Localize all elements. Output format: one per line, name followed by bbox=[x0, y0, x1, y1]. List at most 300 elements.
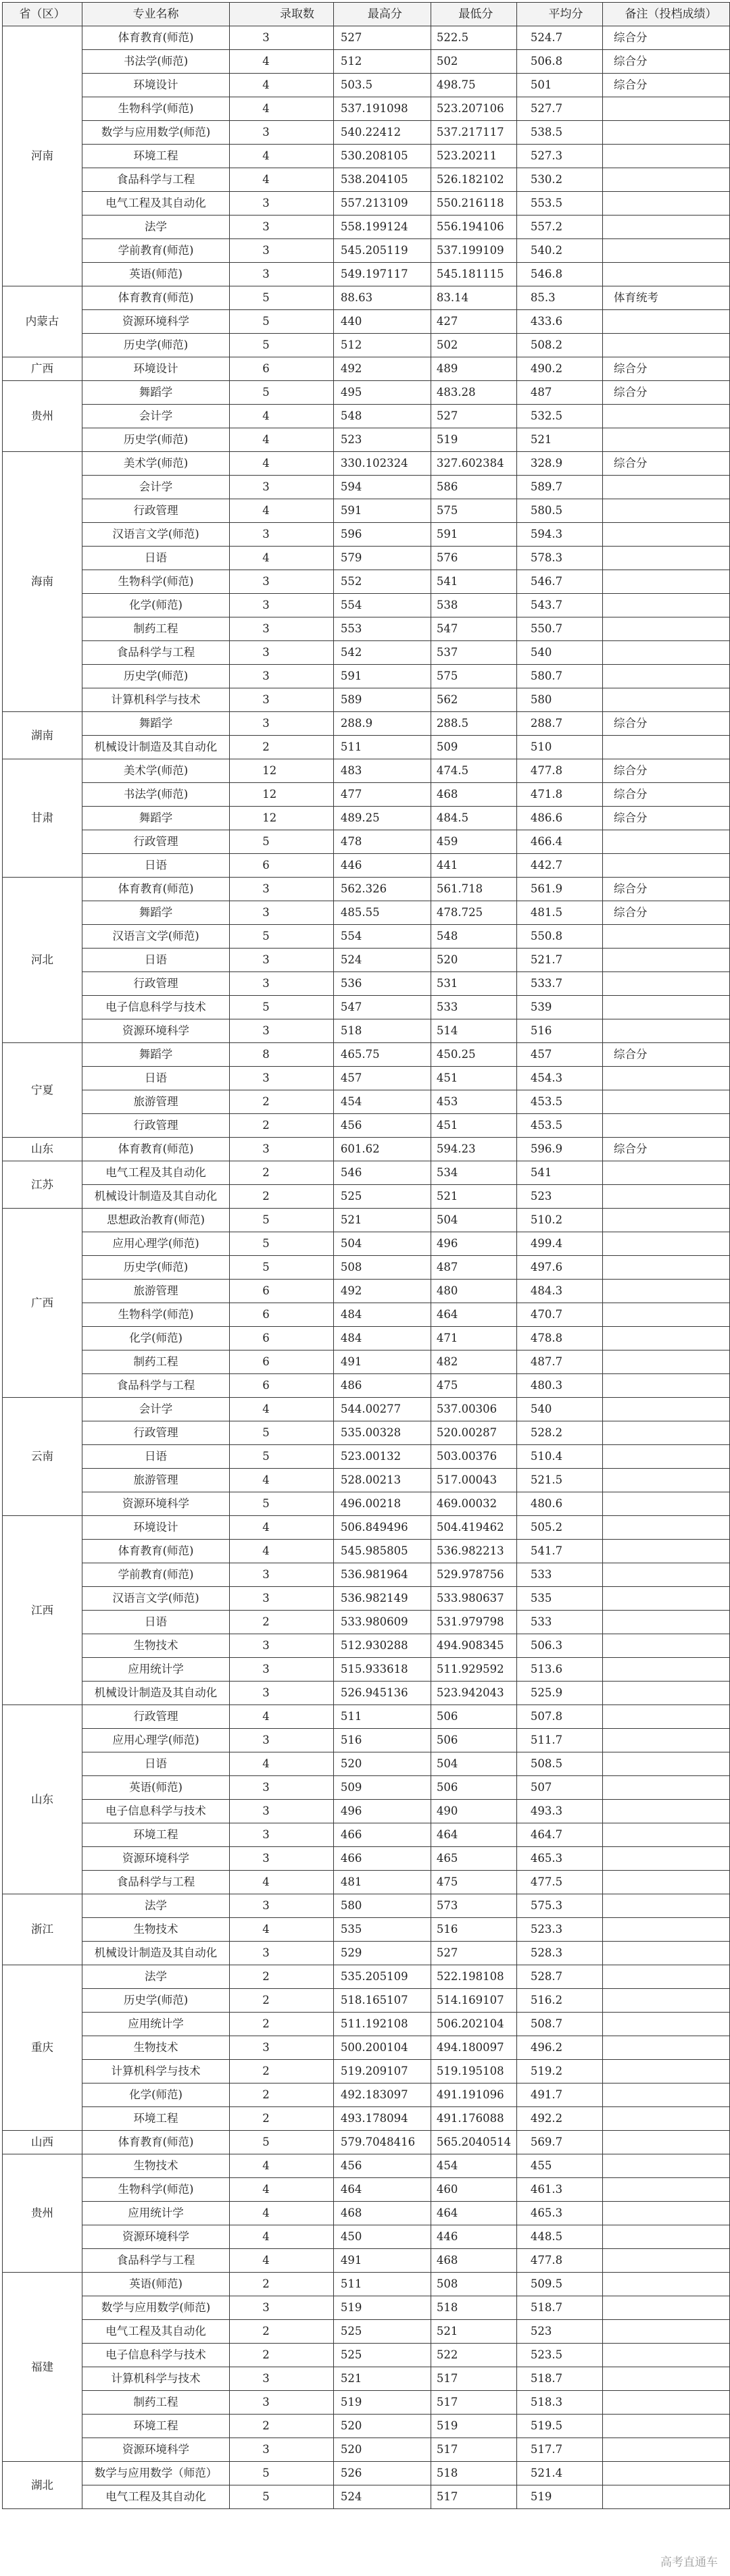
table-row bbox=[3, 2178, 730, 2202]
admitted-count-cell: 3 bbox=[230, 121, 334, 145]
note-cell bbox=[603, 1729, 730, 1752]
avg-score-cell: 540 bbox=[516, 1398, 602, 1421]
avg-score-cell: 516 bbox=[516, 1019, 602, 1043]
avg-score-cell: 457 bbox=[516, 1043, 602, 1067]
max-score-cell: 484 bbox=[333, 1303, 431, 1327]
table-row bbox=[3, 1232, 730, 1256]
max-score-cell: 544.00277 bbox=[333, 1398, 431, 1421]
admitted-count-cell: 5 bbox=[230, 1232, 334, 1256]
admitted-count-cell: 3 bbox=[230, 901, 334, 925]
min-score-cell: 506 bbox=[431, 1705, 516, 1729]
admitted-count-cell: 2 bbox=[230, 736, 334, 759]
max-score-cell: 489.25 bbox=[333, 807, 431, 830]
max-score-cell: 496.00218 bbox=[333, 1492, 431, 1516]
admitted-count-cell: 3 bbox=[230, 2296, 334, 2320]
major-name-cell: 舞蹈学 bbox=[82, 712, 229, 736]
max-score-cell: 288.9 bbox=[333, 712, 431, 736]
max-score-cell: 511.192108 bbox=[333, 2013, 431, 2036]
table-row bbox=[3, 1303, 730, 1327]
note-cell bbox=[603, 2131, 730, 2154]
max-score-cell: 528.00213 bbox=[333, 1469, 431, 1492]
admitted-count-cell: 3 bbox=[230, 1823, 334, 1847]
note-cell bbox=[603, 476, 730, 499]
avg-score-cell: 508.5 bbox=[516, 1752, 602, 1776]
note-cell: 综合分 bbox=[603, 901, 730, 925]
table-row bbox=[3, 996, 730, 1019]
admitted-count-cell: 3 bbox=[230, 594, 334, 617]
major-name-cell: 生物科学(师范) bbox=[82, 97, 229, 121]
min-score-cell: 483.28 bbox=[431, 381, 516, 405]
admitted-count-cell: 2 bbox=[230, 1090, 334, 1114]
admitted-count-cell: 4 bbox=[230, 168, 334, 192]
province-cell: 甘肃 bbox=[3, 759, 82, 878]
note-cell bbox=[603, 1989, 730, 2013]
avg-score-cell: 589.7 bbox=[516, 476, 602, 499]
admitted-count-cell: 2 bbox=[230, 2013, 334, 2036]
max-score-cell: 553 bbox=[333, 617, 431, 641]
table-row bbox=[3, 2438, 730, 2462]
major-name-cell: 汉语言文学(师范) bbox=[82, 925, 229, 949]
max-score-cell: 523 bbox=[333, 428, 431, 452]
avg-score-cell: 538.5 bbox=[516, 121, 602, 145]
avg-score-cell: 491.7 bbox=[516, 2083, 602, 2107]
min-score-cell: 475 bbox=[431, 1374, 516, 1398]
admitted-count-cell: 12 bbox=[230, 783, 334, 807]
max-score-cell: 512 bbox=[333, 334, 431, 357]
min-score-cell: 480 bbox=[431, 1280, 516, 1303]
max-score-cell: 524 bbox=[333, 2485, 431, 2509]
note-cell: 综合分 bbox=[603, 759, 730, 783]
major-name-cell: 环境工程 bbox=[82, 2107, 229, 2131]
note-cell bbox=[603, 1894, 730, 1918]
major-name-cell: 历史学(师范) bbox=[82, 1256, 229, 1280]
major-name-cell: 资源环境科学 bbox=[82, 2225, 229, 2249]
admitted-count-cell: 2 bbox=[230, 2107, 334, 2131]
major-name-cell: 法学 bbox=[82, 1965, 229, 1989]
table-row bbox=[3, 2060, 730, 2083]
min-score-cell: 517 bbox=[431, 2485, 516, 2509]
note-cell bbox=[603, 1823, 730, 1847]
admitted-count-cell: 2 bbox=[230, 1965, 334, 1989]
header-major: 专业名称 bbox=[82, 3, 229, 26]
avg-score-cell: 506.3 bbox=[516, 1634, 602, 1658]
note-cell bbox=[603, 2296, 730, 2320]
avg-score-cell: 493.3 bbox=[516, 1800, 602, 1823]
major-name-cell: 环境工程 bbox=[82, 2415, 229, 2438]
note-cell bbox=[603, 1067, 730, 1090]
avg-score-cell: 533 bbox=[516, 1611, 602, 1634]
table-row bbox=[3, 1516, 730, 1540]
max-score-cell: 549.197117 bbox=[333, 263, 431, 286]
major-name-cell: 资源环境科学 bbox=[82, 310, 229, 334]
avg-score-cell: 596.9 bbox=[516, 1138, 602, 1161]
note-cell bbox=[603, 97, 730, 121]
min-score-cell: 594.23 bbox=[431, 1138, 516, 1161]
major-name-cell: 电子信息科学与技术 bbox=[82, 2344, 229, 2367]
admitted-count-cell: 12 bbox=[230, 759, 334, 783]
major-name-cell: 日语 bbox=[82, 547, 229, 570]
note-cell bbox=[603, 1705, 730, 1729]
note-cell bbox=[603, 334, 730, 357]
avg-score-cell: 453.5 bbox=[516, 1114, 602, 1138]
max-score-cell: 523.00132 bbox=[333, 1445, 431, 1469]
major-name-cell: 法学 bbox=[82, 216, 229, 239]
note-cell bbox=[603, 2367, 730, 2391]
max-score-cell: 465.75 bbox=[333, 1043, 431, 1067]
major-name-cell: 电气工程及其自动化 bbox=[82, 1161, 229, 1185]
avg-score-cell: 487 bbox=[516, 381, 602, 405]
header-max-score: 最高分 bbox=[333, 3, 431, 26]
admitted-count-cell: 6 bbox=[230, 1303, 334, 1327]
admitted-count-cell: 3 bbox=[230, 1658, 334, 1682]
note-cell bbox=[603, 1374, 730, 1398]
min-score-cell: 531.979798 bbox=[431, 1611, 516, 1634]
note-cell bbox=[603, 1350, 730, 1374]
admitted-count-cell: 12 bbox=[230, 807, 334, 830]
major-name-cell: 日语 bbox=[82, 1611, 229, 1634]
avg-score-cell: 553.5 bbox=[516, 192, 602, 216]
avg-score-cell: 518.7 bbox=[516, 2367, 602, 2391]
avg-score-cell: 513.6 bbox=[516, 1658, 602, 1682]
min-score-cell: 522.198108 bbox=[431, 1965, 516, 1989]
min-score-cell: 531 bbox=[431, 972, 516, 996]
note-cell: 综合分 bbox=[603, 74, 730, 97]
max-score-cell: 519 bbox=[333, 2296, 431, 2320]
min-score-cell: 537.217117 bbox=[431, 121, 516, 145]
province-cell: 湖北 bbox=[3, 2462, 82, 2509]
province-cell: 云南 bbox=[3, 1398, 82, 1516]
min-score-cell: 506 bbox=[431, 1729, 516, 1752]
admitted-count-cell: 4 bbox=[230, 1398, 334, 1421]
table-row bbox=[3, 1658, 730, 1682]
table-row bbox=[3, 74, 730, 97]
min-score-cell: 494.908345 bbox=[431, 1634, 516, 1658]
table-row bbox=[3, 263, 730, 286]
avg-score-cell: 550.7 bbox=[516, 617, 602, 641]
note-cell bbox=[603, 570, 730, 594]
admitted-count-cell: 5 bbox=[230, 1421, 334, 1445]
note-cell bbox=[603, 2154, 730, 2178]
avg-score-cell: 518.7 bbox=[516, 2296, 602, 2320]
table-row bbox=[3, 2320, 730, 2344]
avg-score-cell: 540.2 bbox=[516, 239, 602, 263]
province-cell: 宁夏 bbox=[3, 1043, 82, 1138]
max-score-cell: 601.62 bbox=[333, 1138, 431, 1161]
major-name-cell: 体育教育(师范) bbox=[82, 878, 229, 901]
province-cell: 重庆 bbox=[3, 1965, 82, 2131]
major-name-cell: 汉语言文学(师范) bbox=[82, 523, 229, 547]
note-cell bbox=[603, 1516, 730, 1540]
avg-score-cell: 508.2 bbox=[516, 334, 602, 357]
note-cell bbox=[603, 949, 730, 972]
avg-score-cell: 477.5 bbox=[516, 1871, 602, 1894]
avg-score-cell: 465.3 bbox=[516, 2202, 602, 2225]
avg-score-cell: 517.7 bbox=[516, 2438, 602, 2462]
table-row bbox=[3, 972, 730, 996]
min-score-cell: 508 bbox=[431, 2273, 516, 2296]
admitted-count-cell: 3 bbox=[230, 1847, 334, 1871]
min-score-cell: 537 bbox=[431, 641, 516, 665]
admitted-count-cell: 3 bbox=[230, 1729, 334, 1752]
min-score-cell: 514 bbox=[431, 1019, 516, 1043]
table-row bbox=[3, 381, 730, 405]
table-row bbox=[3, 192, 730, 216]
admitted-count-cell: 3 bbox=[230, 712, 334, 736]
note-cell bbox=[603, 925, 730, 949]
max-score-cell: 511 bbox=[333, 1705, 431, 1729]
note-cell bbox=[603, 2320, 730, 2344]
min-score-cell: 451 bbox=[431, 1067, 516, 1090]
max-score-cell: 492 bbox=[333, 357, 431, 381]
max-score-cell: 526 bbox=[333, 2462, 431, 2485]
min-score-cell: 502 bbox=[431, 50, 516, 74]
note-cell bbox=[603, 2249, 730, 2273]
table-row bbox=[3, 570, 730, 594]
note-cell bbox=[603, 499, 730, 523]
note-cell bbox=[603, 1918, 730, 1942]
major-name-cell: 环境设计 bbox=[82, 357, 229, 381]
table-row bbox=[3, 1729, 730, 1752]
max-score-cell: 450 bbox=[333, 2225, 431, 2249]
min-score-cell: 506.202104 bbox=[431, 2013, 516, 2036]
avg-score-cell: 524.7 bbox=[516, 26, 602, 50]
note-cell bbox=[603, 641, 730, 665]
admitted-count-cell: 4 bbox=[230, 145, 334, 168]
admitted-count-cell: 4 bbox=[230, 405, 334, 428]
major-name-cell: 体育教育(师范) bbox=[82, 1138, 229, 1161]
note-cell bbox=[603, 239, 730, 263]
avg-score-cell: 533.7 bbox=[516, 972, 602, 996]
max-score-cell: 546 bbox=[333, 1161, 431, 1185]
province-cell: 广西 bbox=[3, 1209, 82, 1398]
avg-score-cell: 484.3 bbox=[516, 1280, 602, 1303]
note-cell bbox=[603, 2060, 730, 2083]
min-score-cell: 511.929592 bbox=[431, 1658, 516, 1682]
max-score-cell: 529 bbox=[333, 1942, 431, 1965]
admitted-count-cell: 3 bbox=[230, 972, 334, 996]
admitted-count-cell: 4 bbox=[230, 74, 334, 97]
province-cell: 福建 bbox=[3, 2273, 82, 2462]
avg-score-cell: 521 bbox=[516, 428, 602, 452]
note-cell bbox=[603, 830, 730, 854]
min-score-cell: 533.980637 bbox=[431, 1587, 516, 1611]
max-score-cell: 503.5 bbox=[333, 74, 431, 97]
admitted-count-cell: 3 bbox=[230, 26, 334, 50]
admitted-count-cell: 4 bbox=[230, 1752, 334, 1776]
min-score-cell: 446 bbox=[431, 2225, 516, 2249]
note-cell bbox=[603, 1232, 730, 1256]
table-row bbox=[3, 1256, 730, 1280]
province-cell: 贵州 bbox=[3, 381, 82, 452]
avg-score-cell: 492.2 bbox=[516, 2107, 602, 2131]
admitted-count-cell: 6 bbox=[230, 1327, 334, 1350]
table-row bbox=[3, 807, 730, 830]
major-name-cell: 行政管理 bbox=[82, 830, 229, 854]
avg-score-cell: 580 bbox=[516, 688, 602, 712]
table-row bbox=[3, 665, 730, 688]
admitted-count-cell: 2 bbox=[230, 2320, 334, 2344]
major-name-cell: 舞蹈学 bbox=[82, 807, 229, 830]
note-cell bbox=[603, 2202, 730, 2225]
note-cell bbox=[603, 310, 730, 334]
admitted-count-cell: 3 bbox=[230, 1563, 334, 1587]
max-score-cell: 440 bbox=[333, 310, 431, 334]
admitted-count-cell: 4 bbox=[230, 1918, 334, 1942]
avg-score-cell: 454.3 bbox=[516, 1067, 602, 1090]
admitted-count-cell: 3 bbox=[230, 239, 334, 263]
avg-score-cell: 507 bbox=[516, 1776, 602, 1800]
note-cell bbox=[603, 1469, 730, 1492]
major-name-cell: 美术学(师范) bbox=[82, 452, 229, 476]
max-score-cell: 521 bbox=[333, 2367, 431, 2391]
min-score-cell: 468 bbox=[431, 2249, 516, 2273]
major-name-cell: 环境设计 bbox=[82, 1516, 229, 1540]
province-cell: 山东 bbox=[3, 1138, 82, 1161]
major-name-cell: 生物技术 bbox=[82, 2036, 229, 2060]
max-score-cell: 486 bbox=[333, 1374, 431, 1398]
note-cell bbox=[603, 1563, 730, 1587]
avg-score-cell: 470.7 bbox=[516, 1303, 602, 1327]
major-name-cell: 日语 bbox=[82, 854, 229, 878]
major-name-cell: 日语 bbox=[82, 1067, 229, 1090]
max-score-cell: 527 bbox=[333, 26, 431, 50]
major-name-cell: 环境设计 bbox=[82, 74, 229, 97]
min-score-cell: 494.180097 bbox=[431, 2036, 516, 2060]
avg-score-cell: 521.7 bbox=[516, 949, 602, 972]
table-row bbox=[3, 357, 730, 381]
admitted-count-cell: 6 bbox=[230, 357, 334, 381]
avg-score-cell: 328.9 bbox=[516, 452, 602, 476]
avg-score-cell: 521.5 bbox=[516, 1469, 602, 1492]
avg-score-cell: 523 bbox=[516, 1185, 602, 1209]
max-score-cell: 466 bbox=[333, 1847, 431, 1871]
major-name-cell: 历史学(师范) bbox=[82, 665, 229, 688]
avg-score-cell: 448.5 bbox=[516, 2225, 602, 2249]
max-score-cell: 589 bbox=[333, 688, 431, 712]
table-row bbox=[3, 2131, 730, 2154]
note-cell bbox=[603, 1682, 730, 1705]
major-name-cell: 体育教育(师范) bbox=[82, 1540, 229, 1563]
note-cell bbox=[603, 1942, 730, 1965]
table-row bbox=[3, 1067, 730, 1090]
min-score-cell: 475 bbox=[431, 1871, 516, 1894]
min-score-cell: 521 bbox=[431, 2320, 516, 2344]
max-score-cell: 535.205109 bbox=[333, 1965, 431, 1989]
min-score-cell: 527 bbox=[431, 405, 516, 428]
min-score-cell: 465 bbox=[431, 1847, 516, 1871]
major-name-cell: 历史学(师范) bbox=[82, 428, 229, 452]
min-score-cell: 516 bbox=[431, 1918, 516, 1942]
table-row bbox=[3, 2202, 730, 2225]
admitted-count-cell: 5 bbox=[230, 996, 334, 1019]
max-score-cell: 491 bbox=[333, 2249, 431, 2273]
avg-score-cell: 478.8 bbox=[516, 1327, 602, 1350]
note-cell bbox=[603, 145, 730, 168]
max-score-cell: 594 bbox=[333, 476, 431, 499]
note-cell bbox=[603, 1965, 730, 1989]
min-score-cell: 469.00032 bbox=[431, 1492, 516, 1516]
min-score-cell: 509 bbox=[431, 736, 516, 759]
avg-score-cell: 516.2 bbox=[516, 1989, 602, 2013]
table-row bbox=[3, 901, 730, 925]
table-row bbox=[3, 1587, 730, 1611]
province-cell: 山东 bbox=[3, 1705, 82, 1894]
avg-score-cell: 533 bbox=[516, 1563, 602, 1587]
avg-score-cell: 497.6 bbox=[516, 1256, 602, 1280]
admission-scores-table bbox=[2, 2, 730, 2509]
min-score-cell: 586 bbox=[431, 476, 516, 499]
table-row bbox=[3, 712, 730, 736]
min-score-cell: 519 bbox=[431, 2415, 516, 2438]
major-name-cell: 应用统计学 bbox=[82, 1658, 229, 1682]
avg-score-cell: 501 bbox=[516, 74, 602, 97]
admitted-count-cell: 5 bbox=[230, 1492, 334, 1516]
admitted-count-cell: 3 bbox=[230, 688, 334, 712]
major-name-cell: 行政管理 bbox=[82, 972, 229, 996]
major-name-cell: 应用心理学(师范) bbox=[82, 1729, 229, 1752]
admitted-count-cell: 6 bbox=[230, 1374, 334, 1398]
min-score-cell: 427 bbox=[431, 310, 516, 334]
avg-score-cell: 561.9 bbox=[516, 878, 602, 901]
min-score-cell: 521 bbox=[431, 1185, 516, 1209]
major-name-cell: 资源环境科学 bbox=[82, 1492, 229, 1516]
major-name-cell: 计算机科学与技术 bbox=[82, 688, 229, 712]
major-name-cell: 会计学 bbox=[82, 405, 229, 428]
max-score-cell: 496 bbox=[333, 1800, 431, 1823]
admitted-count-cell: 5 bbox=[230, 1209, 334, 1232]
table-row bbox=[3, 2154, 730, 2178]
major-name-cell: 行政管理 bbox=[82, 1421, 229, 1445]
min-score-cell: 478.725 bbox=[431, 901, 516, 925]
note-cell bbox=[603, 1847, 730, 1871]
note-cell bbox=[603, 972, 730, 996]
note-cell bbox=[603, 1303, 730, 1327]
major-name-cell: 舞蹈学 bbox=[82, 1043, 229, 1067]
avg-score-cell: 523 bbox=[516, 2320, 602, 2344]
max-score-cell: 457 bbox=[333, 1067, 431, 1090]
note-cell bbox=[603, 428, 730, 452]
table-row bbox=[3, 1705, 730, 1729]
major-name-cell: 生物技术 bbox=[82, 1918, 229, 1942]
note-cell bbox=[603, 2415, 730, 2438]
min-score-cell: 471 bbox=[431, 1327, 516, 1350]
min-score-cell: 522 bbox=[431, 2344, 516, 2367]
max-score-cell: 526.945136 bbox=[333, 1682, 431, 1705]
admitted-count-cell: 2 bbox=[230, 1185, 334, 1209]
table-row bbox=[3, 1918, 730, 1942]
admitted-count-cell: 3 bbox=[230, 263, 334, 286]
admitted-count-cell: 8 bbox=[230, 1043, 334, 1067]
table-row bbox=[3, 1138, 730, 1161]
admitted-count-cell: 3 bbox=[230, 1138, 334, 1161]
min-score-cell: 565.2040514 bbox=[431, 2131, 516, 2154]
note-cell bbox=[603, 1421, 730, 1445]
major-name-cell: 舞蹈学 bbox=[82, 381, 229, 405]
table-row bbox=[3, 878, 730, 901]
major-name-cell: 应用统计学 bbox=[82, 2202, 229, 2225]
note-cell bbox=[603, 688, 730, 712]
table-row bbox=[3, 523, 730, 547]
major-name-cell: 环境工程 bbox=[82, 1823, 229, 1847]
note-cell bbox=[603, 1492, 730, 1516]
max-score-cell: 511 bbox=[333, 2273, 431, 2296]
max-score-cell: 484 bbox=[333, 1327, 431, 1350]
admitted-count-cell: 4 bbox=[230, 499, 334, 523]
avg-score-cell: 523.5 bbox=[516, 2344, 602, 2367]
province-cell: 江西 bbox=[3, 1516, 82, 1705]
admitted-count-cell: 4 bbox=[230, 452, 334, 476]
major-name-cell: 书法学(师范) bbox=[82, 50, 229, 74]
